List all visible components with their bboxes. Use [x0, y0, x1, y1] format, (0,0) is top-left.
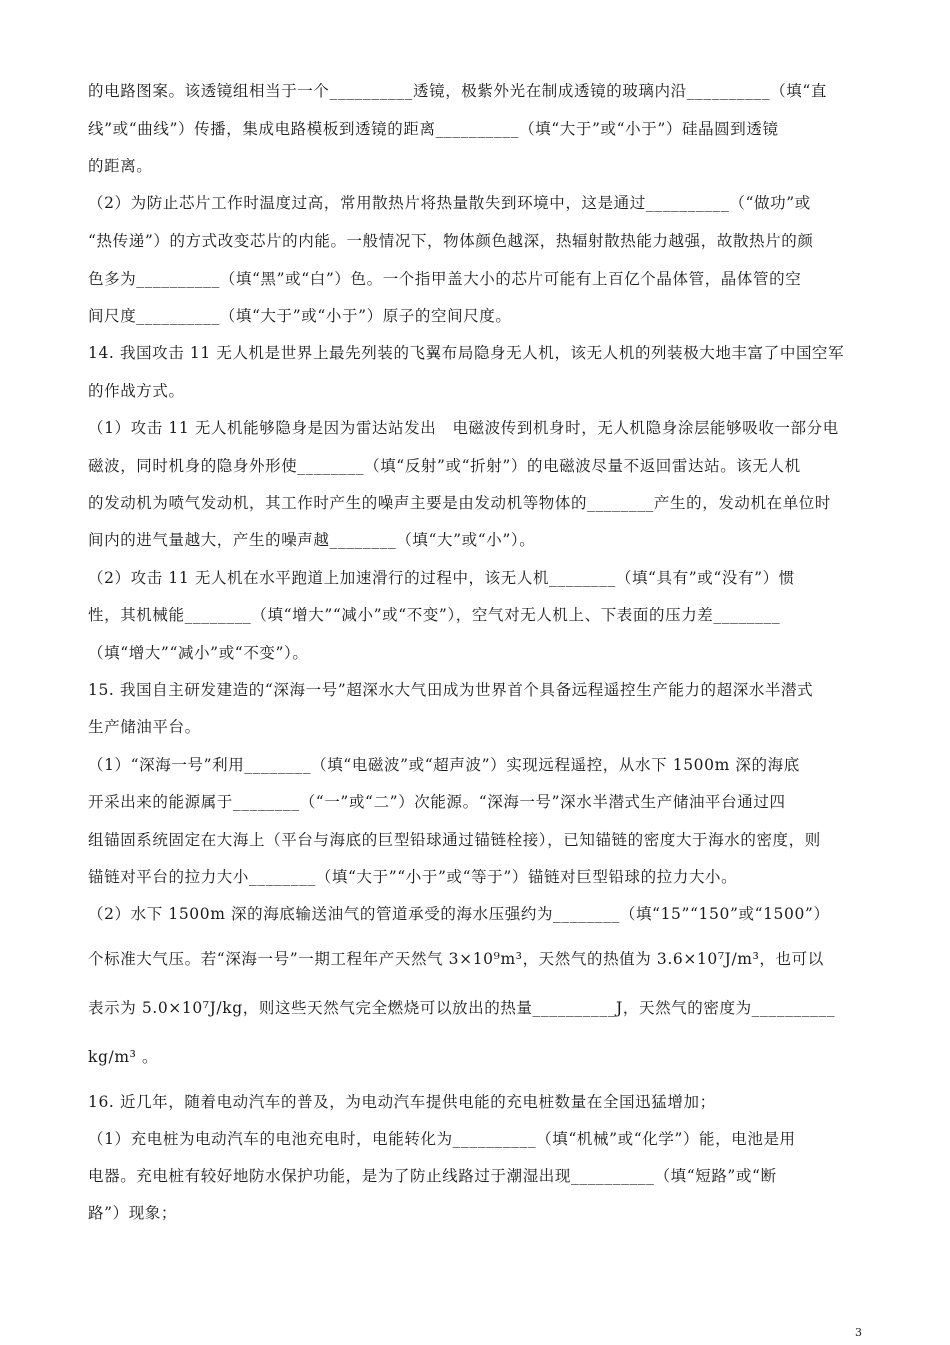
text-line: （填“增大”“减小”或“不变”）。 [88, 644, 309, 662]
text-line: （2）攻击 11 无人机在水平跑道上加速滑行的过程中，该无人机________（填“具有”或“没有”）惯 [88, 569, 795, 587]
text-line: 表示为 5.0×10⁷J/kg，则这些天然气完全燃烧可以放出的热量__________J，天然气的密度为__________ [88, 999, 836, 1017]
text-line: 性，其机械能________（填“增大”“减小”或“不变”），空气对无人机上、下表面的压力差________ [88, 606, 781, 624]
text-line: kg/m³ 。 [88, 1048, 159, 1066]
text-line: （2）水下 1500m 深的海底输送油气的管道承受的海水压强约为________（填“15”“150”或“1500”） [88, 905, 830, 923]
text-line: 的发动机为喷气发动机，其工作时产生的噪声主要是由发动机等物体的________产生的，发动机在单位时 [88, 494, 832, 512]
question-15-line: 15. 我国自主研发建造的“深海一号”超深水大气田成为世界首个具备远程遥控生产能力的超深水半潜式 [88, 681, 814, 699]
text-line: 的电路图案。该透镜组相当于一个__________透镜，极紫外光在制成透镜的玻璃内沿__________（填“直 [88, 82, 828, 100]
text-line: （1）攻击 11 无人机能够隐身是因为雷达站发出 电磁波传到机身时，无人机隐身涂层能够吸收一部分电 [88, 419, 839, 437]
text-line: （1）充电桩为电动汽车的电池充电时，电能转化为__________（填“机械”或“化学”）能，电池是用 [88, 1130, 796, 1148]
text-line: 个标准大气压。若“深海一号”一期工程年产天然气 3×10⁹m³，天然气的热值为 3.6×10⁷J/m³，也可以 [88, 950, 824, 968]
page-number: 3 [855, 1326, 862, 1339]
text-line: 路”）现象； [88, 1204, 178, 1222]
text-line: 生产储油平台。 [88, 718, 201, 736]
text-line: 色多为__________（填“黑”或“白”）色。一个指甲盖大小的芯片可能有上百亿个晶体管，晶体管的空 [88, 270, 802, 288]
text-line: （2）为防止芯片工作时温度过高，常用散热片将热量散失到环境中，这是通过__________（“做功”或 [88, 194, 811, 212]
text-line: 线”或“曲线”）传播，集成电路模板到透镜的距离__________（填“大于”或“小于”）硅晶圆到透镜 [88, 120, 779, 138]
text-line: 锚链对平台的拉力大小________（填“大于”“小于”或“等于”）锚链对巨型铅球的拉力大小。 [88, 868, 738, 886]
text-line: 间内的进气量越大，产生的噪声越________（填“大”或“小”）。 [88, 531, 536, 549]
text-line: 组锚固系统固定在大海上（平台与海底的巨型铅球通过锚链栓接），已知锚链的密度大于海水的密度，则 [88, 831, 821, 849]
question-14-line: 14. 我国攻击 11 无人机是世界上最先列装的飞翼布局隐身无人机，该无人机的列装极大地丰富了中国空军 [88, 344, 845, 362]
text-line: “热传递”）的方式改变芯片的内能。一般情况下，物体颜色越深，热辐射散热能力越强，故散热片的颜 [88, 232, 814, 250]
question-16-line: 16. 近几年，随着电动汽车的普及，为电动汽车提供电能的充电桩数量在全国迅猛增加； [88, 1093, 716, 1111]
text-line: 磁波，同时机身的隐身外形使________（填“反射”或“折射”）的电磁波尽量不返回雷达站。该无人机 [88, 457, 801, 475]
text-line: 的距离。 [88, 157, 153, 175]
text-line: （1）“深海一号”利用________（填“电磁波”或“超声波”）实现远程遥控，从水下 1500m 深的海底 [88, 756, 800, 774]
text-line: 间尺度__________（填“大于”或“小于”）原子的空间尺度。 [88, 307, 512, 325]
text-line: 的作战方式。 [88, 382, 185, 400]
text-line: 电器。充电桩有较好地防水保护功能，是为了防止线路过于潮湿出现__________（填“短路”或“断 [88, 1167, 777, 1185]
text-line: 开采出来的能源属于________（“一”或“二”）次能源。“深海一号”深水半潜式生产储油平台通过四 [88, 793, 786, 811]
